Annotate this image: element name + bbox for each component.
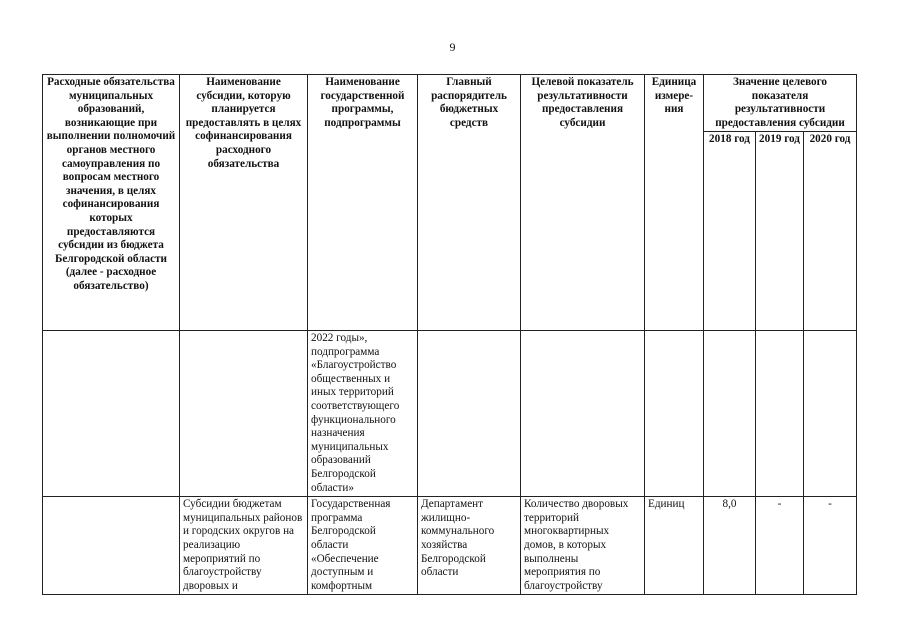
cell-2020: - [804,497,857,595]
table-row [43,331,857,497]
header-main-manager: Главный распорядитель бюджетных средств [418,75,521,331]
subsidy-table [42,74,857,595]
page-number: 9 [449,40,456,54]
cell-indicator: Количество дворовых территорий многоквартирных домов, в которых выполнены мероприятия по благоустройству [521,497,645,595]
cell-unit [645,331,704,497]
header-year-2019: 2019 год [756,132,804,331]
cell-2019: - [756,497,804,595]
header-unit: Единица измере-ния [645,75,704,331]
cell-indicator [521,331,645,497]
cell-2018 [704,331,756,497]
header-year-2018: 2018 год [704,132,756,331]
cell-unit: Единиц [645,497,704,595]
table-row [43,497,857,595]
header-year-2020: 2020 год [804,132,857,331]
cell-obligation [43,497,180,595]
header-program-name: Наименование государственной программы, подпрограммы [308,75,418,331]
cell-manager: Департамент жилищно-коммунального хозяйства Белгородской области [418,497,521,595]
cell-2019 [756,331,804,497]
cell-program: Государственная программа Белгородской области «Обеспечение доступным и комфортным [308,497,418,595]
cell-2020 [804,331,857,497]
cell-subsidy: Субсидии бюджетам муниципальных районов и городских округов на реализацию мероприятий по благоустройству дворовых и [180,497,308,595]
cell-manager [418,331,521,497]
cell-program: 2022 годы», подпрограмма «Благоустройство общественных и иных территорий соответствующего функционального назначения муниципальных образований Белгородской области» [308,331,418,497]
cell-2018: 8,0 [704,497,756,595]
cell-subsidy [180,331,308,497]
header-subsidy-name: Наименование субсидии, которую планируется предоставлять в целях софинансирования расходного обязательства [180,75,308,331]
cell-obligation [43,331,180,497]
header-target-value: Значение целевого показателя результативности предоставления субсидии [704,75,857,132]
header-target-indicator: Целевой показатель результативности предоставления субсидии [521,75,645,331]
header-obligations: Расходные обязательства муниципальных образований, возникающие при выполнении полномочий органов местного самоуправления по вопросам местного значения, в целях софинансирования которых предоставляются субсидии из бюджета Белгородской области (далее - расходное обязательство) [43,75,180,331]
